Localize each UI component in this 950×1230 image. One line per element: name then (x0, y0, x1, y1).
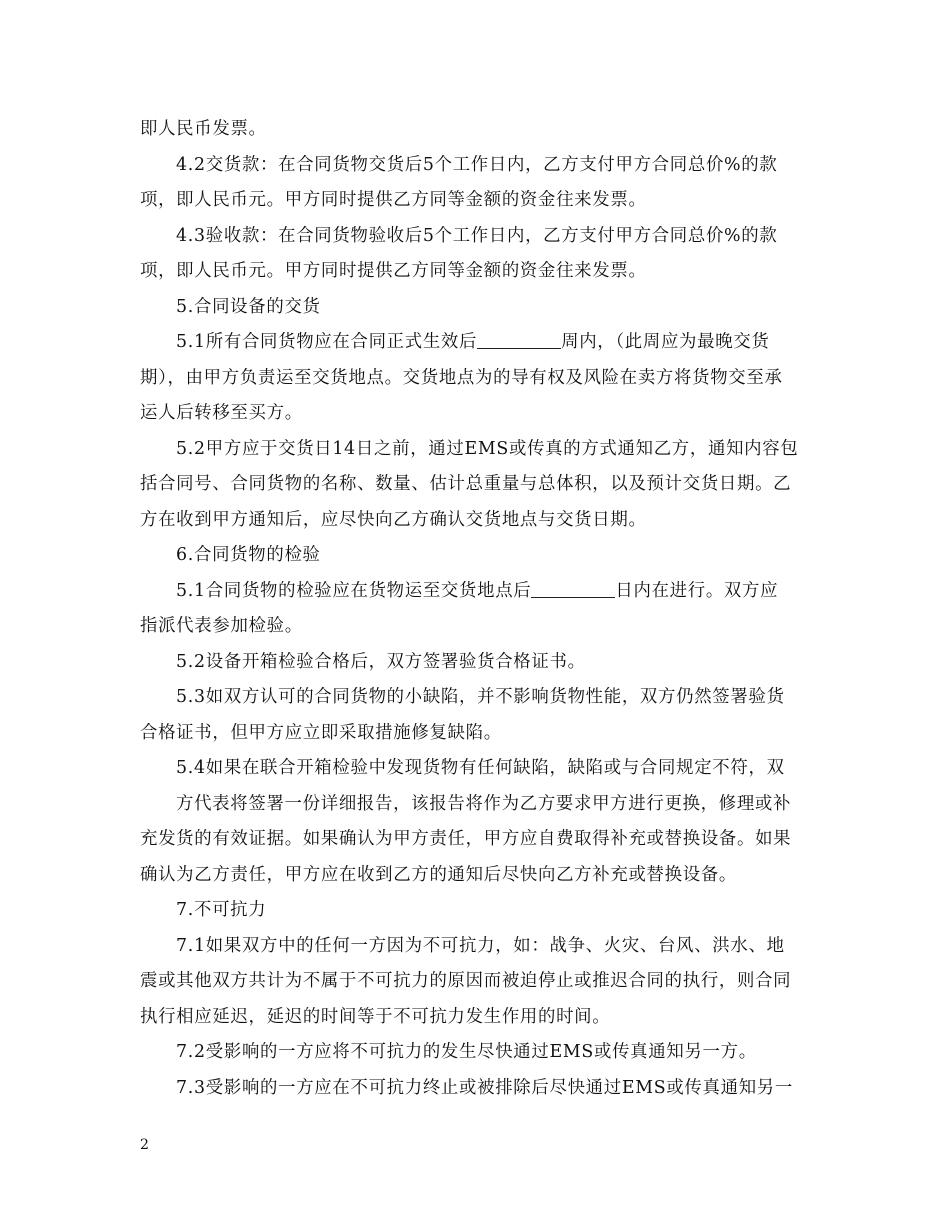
text-line (140, 574, 812, 610)
text-line: 5.合同设备的交货 (176, 296, 321, 317)
text-line: 震或其他双方共计为不属于不可抗力的原因而被迫停止或推迟合同的执行，则合同 (140, 971, 792, 991)
text-segment: 5.1所有合同货物应在合同正式生效后 (176, 332, 478, 352)
text-line: 5.2甲方应于交货日14日之前，通过EMS或传真的方式通知乙方，通知内容包 (176, 438, 799, 459)
text-line: 4.2交货款：在合同货物交货后5个工作日内，乙方支付甲方合同总价%的款 (176, 154, 778, 175)
page-number: 2 (140, 1137, 149, 1153)
text-line: 7.1如果双方中的任何一方因为不可抗力，如：战争、火灾、台风、洪水、地 (176, 935, 785, 956)
text-line: 5.2设备开箱检验合格后，双方签署验货合格证书。 (176, 651, 586, 672)
text-line: 5.3如双方认可的合同货物的小缺陷，并不影响货物性能，双方仍然签署验货 (176, 687, 785, 707)
text-segment: 5.1合同货物的检验应在货物运至交货地点后 (176, 580, 532, 601)
text-line: 确认为乙方责任，甲方应在收到乙方的通知后尽快向乙方补充或替换设备。 (140, 864, 737, 885)
text-line: 充发货的有效证据。如果确认为甲方责任，甲方应自费取得补充或替换设备。如果 (140, 829, 792, 849)
text-line: 4.3验收款：在合同货物验收后5个工作日内，乙方支付甲方合同总价%的款 (176, 225, 778, 246)
text-segment: 日内在进行。双方应 (615, 580, 779, 601)
text-line: 6.合同货物的检验 (176, 545, 321, 565)
text-line (140, 325, 812, 361)
text-line: 执行相应延迟，延迟的时间等于不可抗力发生作用的时间。 (140, 1006, 611, 1027)
text-line: 即人民币发票。 (140, 119, 267, 139)
text-line: 5.4如果在联合开箱检验中发现货物有任何缺陷，缺陷或与合同规定不符，双 (176, 758, 785, 778)
text-line: 项，即人民币元。甲方同时提供乙方同等金额的资金往来发票。 (140, 261, 647, 281)
text-line: 运人后转移至买方。 (140, 403, 303, 423)
text-line: 指派代表参加检验。 (140, 616, 303, 636)
document-body (140, 112, 812, 1106)
blank-fill-line (477, 330, 561, 349)
text-line: 7.不可抗力 (176, 900, 267, 920)
text-line: 方在收到甲方通知后，应尽快向乙方确认交货地点与交货日期。 (140, 509, 647, 530)
text-segment: 周内，（此周应为最晚交货 (561, 332, 770, 352)
text-line: 合格证书，但甲方应立即采取措施修复缺陷。 (140, 722, 502, 743)
text-line: 7.2受影响的一方应将不可抗力的发生尽快通过EMS或传真通知另一方。 (176, 1042, 757, 1062)
text-line: 项，即人民币元。甲方同时提供乙方同等金额的资金往来发票。 (140, 190, 647, 210)
text-line: 括合同号、合同货物的名称、数量、估计总重量与总体积，以及预计交货日期。乙 (140, 474, 792, 494)
text-line: 期），由甲方负责运至交货地点。交货地点为的导有权及风险在卖方将货物交至承 (140, 367, 783, 388)
text-line: 方代表将签署一份详细报告，该报告将作为乙方要求甲方进行更换，修理或补 (176, 793, 792, 814)
blank-fill-line (531, 579, 615, 598)
text-line: 7.3受影响的一方应在不可抗力终止或被排除后尽快通过EMS或传真通知另一 (176, 1077, 793, 1098)
